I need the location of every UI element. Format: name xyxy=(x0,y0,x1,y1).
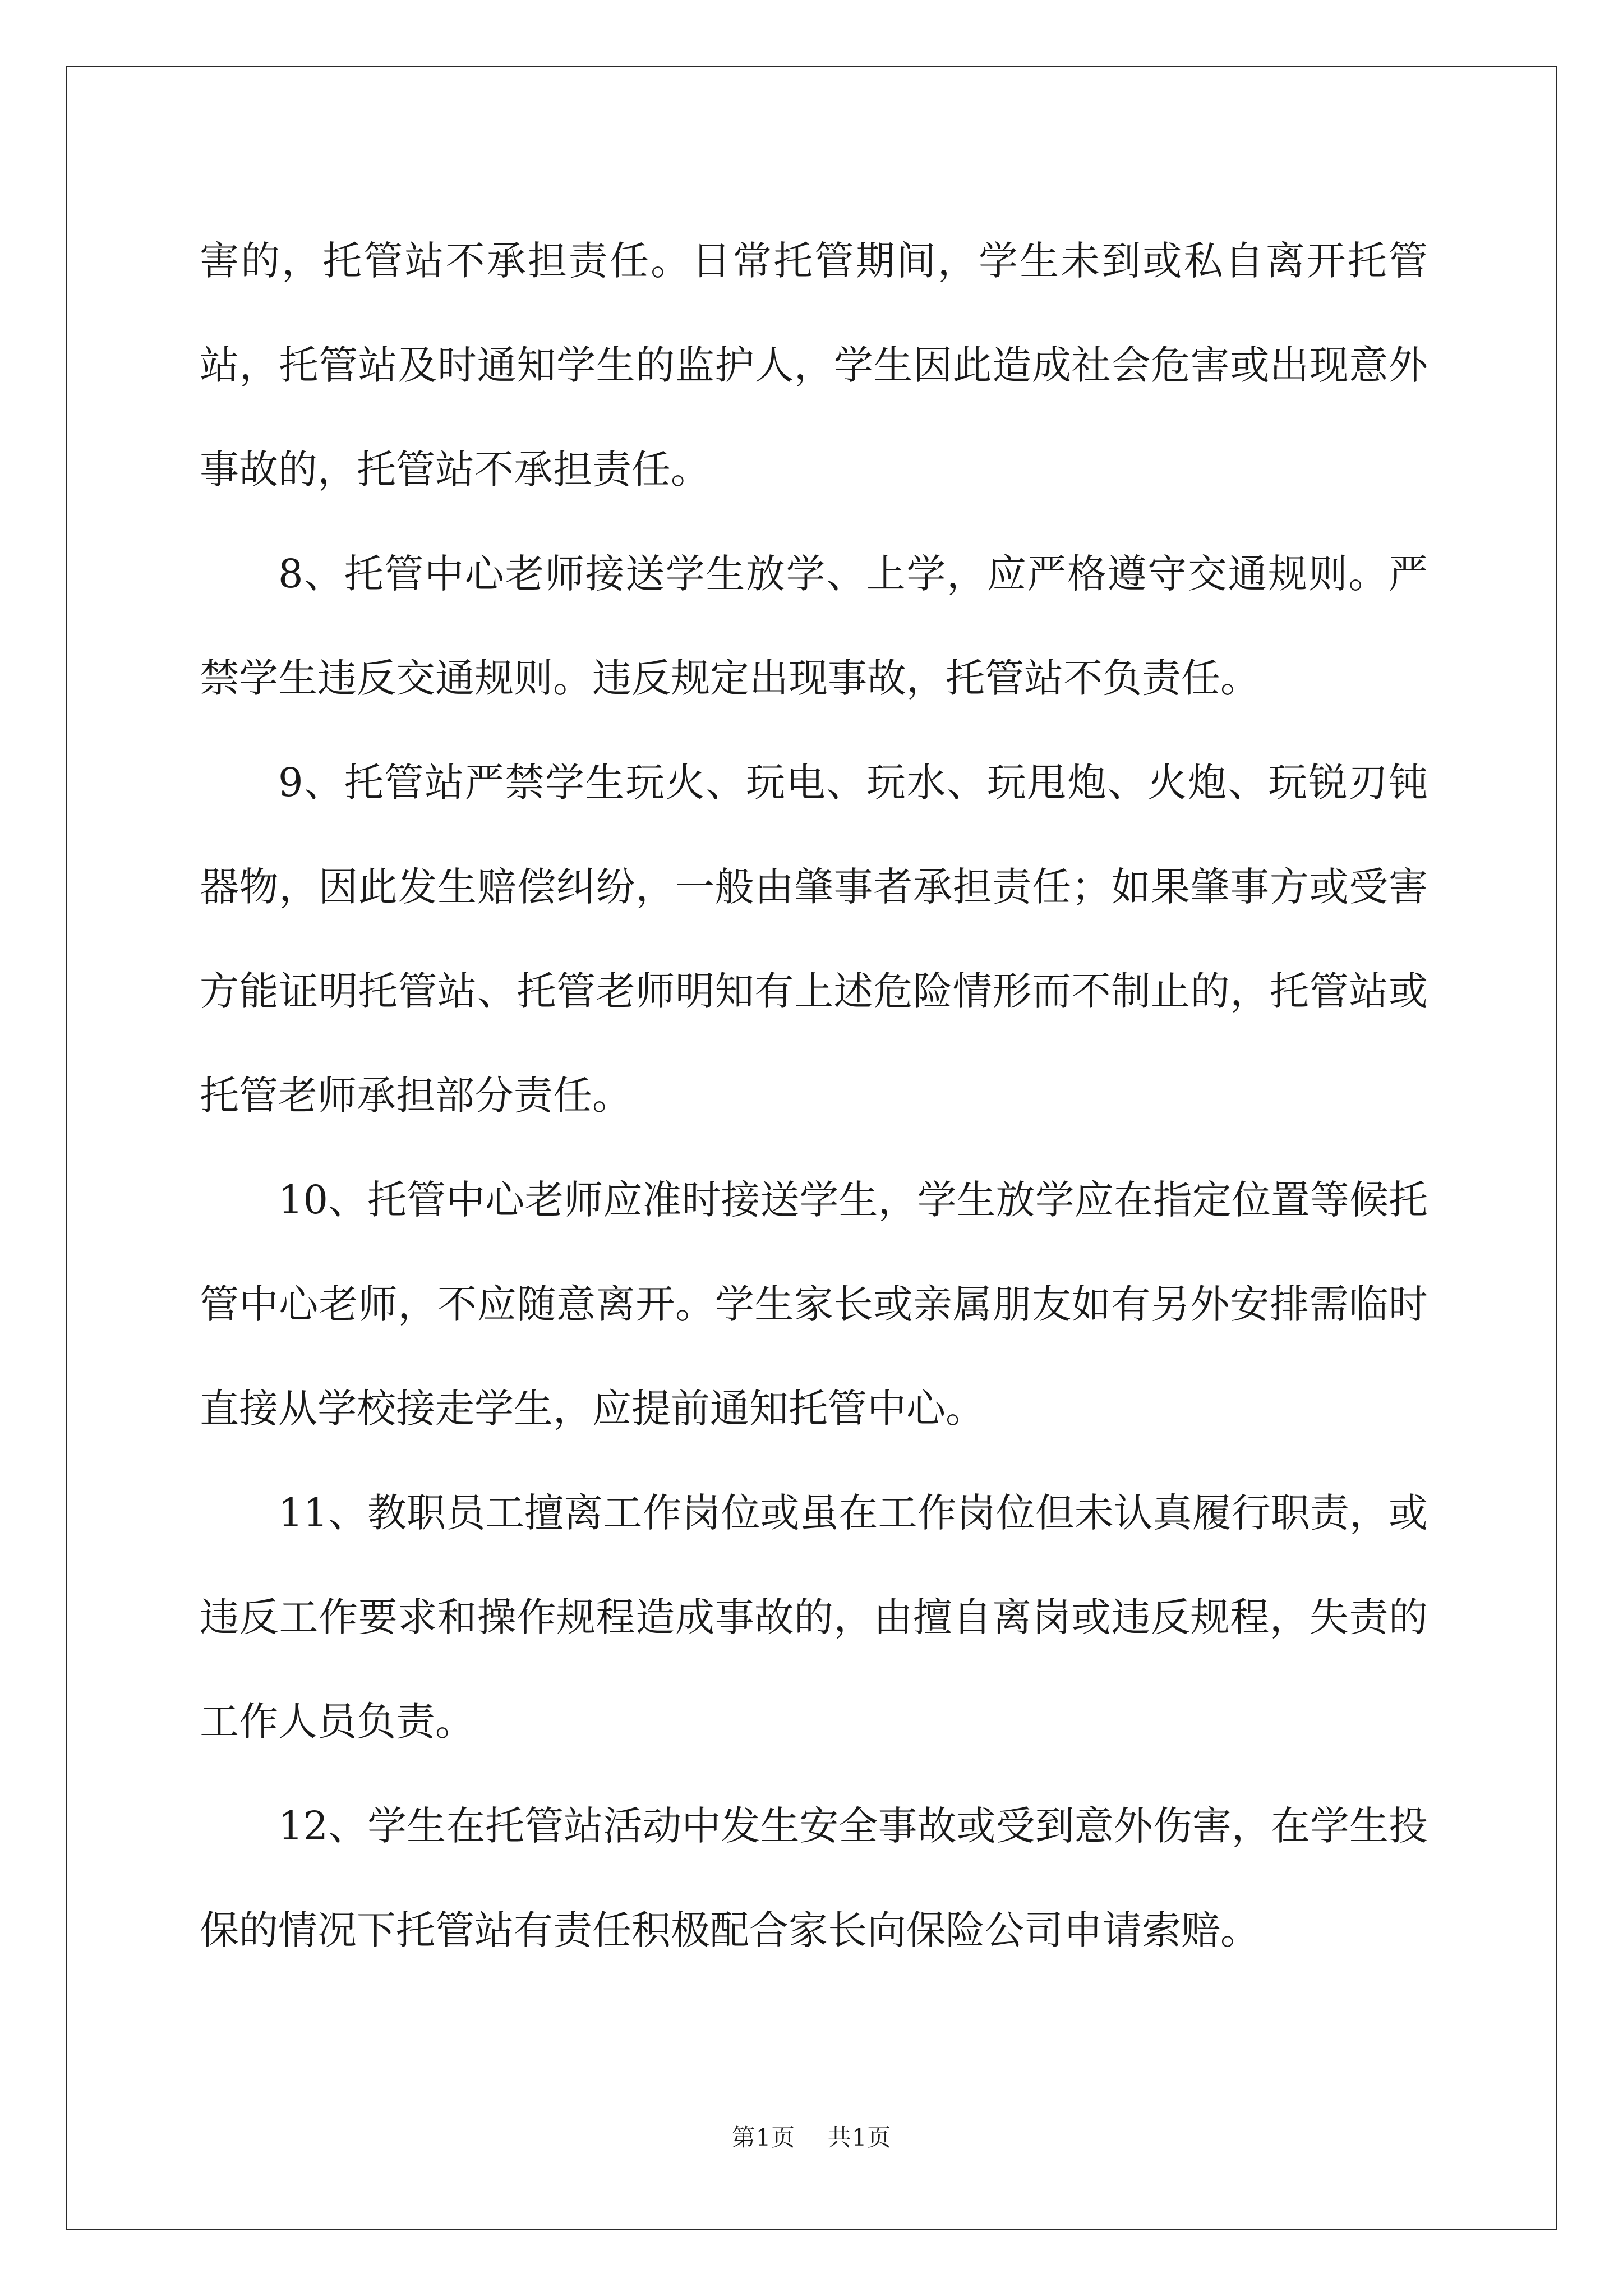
page-footer xyxy=(0,2119,1623,2153)
page-total: 共1页 xyxy=(827,2124,892,2151)
footer-separator xyxy=(795,2124,827,2151)
paragraph-continuation: 害的，托管站不承担责任。日常托管期间，学生未到或私自离开托管站，托管站及时通知学生的监护人，学生因此造成社会危害或出现意外事故的，托管站不承担责任。 xyxy=(200,238,1428,493)
paragraph-item-9: 9、托管站严禁学生玩火、玩电、玩水、玩甩炮、火炮、玩锐刃钝器物，因此发生赔偿纠纷，一般由肇事者承担责任；如果肇事方或受害方能证明托管站、托管老师明知有上述危险情形而不制止的，托管站或托管老师承担部分责任。 xyxy=(200,760,1428,1119)
paragraph-item-8: 8、托管中心老师接送学生放学、上学，应严格遵守交通规则。严禁学生违反交通规则。违反规定出现事故，托管站不负责任。 xyxy=(200,551,1428,701)
paragraph-item-11: 11、教职员工擅离工作岗位或虽在工作岗位但未认真履行职责，或违反工作要求和操作规程造成事故的，由擅自离岗或违反规程，失责的工作人员负责。 xyxy=(200,1490,1428,1745)
page-number: 第1页 xyxy=(731,2124,796,2151)
paragraph-item-10: 10、托管中心老师应准时接送学生，学生放学应在指定位置等候托管中心老师，不应随意离开。学生家长或亲属朋友如有另外安排需临时直接从学校接走学生，应提前通知托管中心。 xyxy=(200,1177,1428,1432)
document-body xyxy=(200,209,1428,1982)
paragraph-item-12: 12、学生在托管站活动中发生安全事故或受到意外伤害，在学生投保的情况下托管站有责任积极配合家长向保险公司申请索赔。 xyxy=(200,1803,1428,1953)
